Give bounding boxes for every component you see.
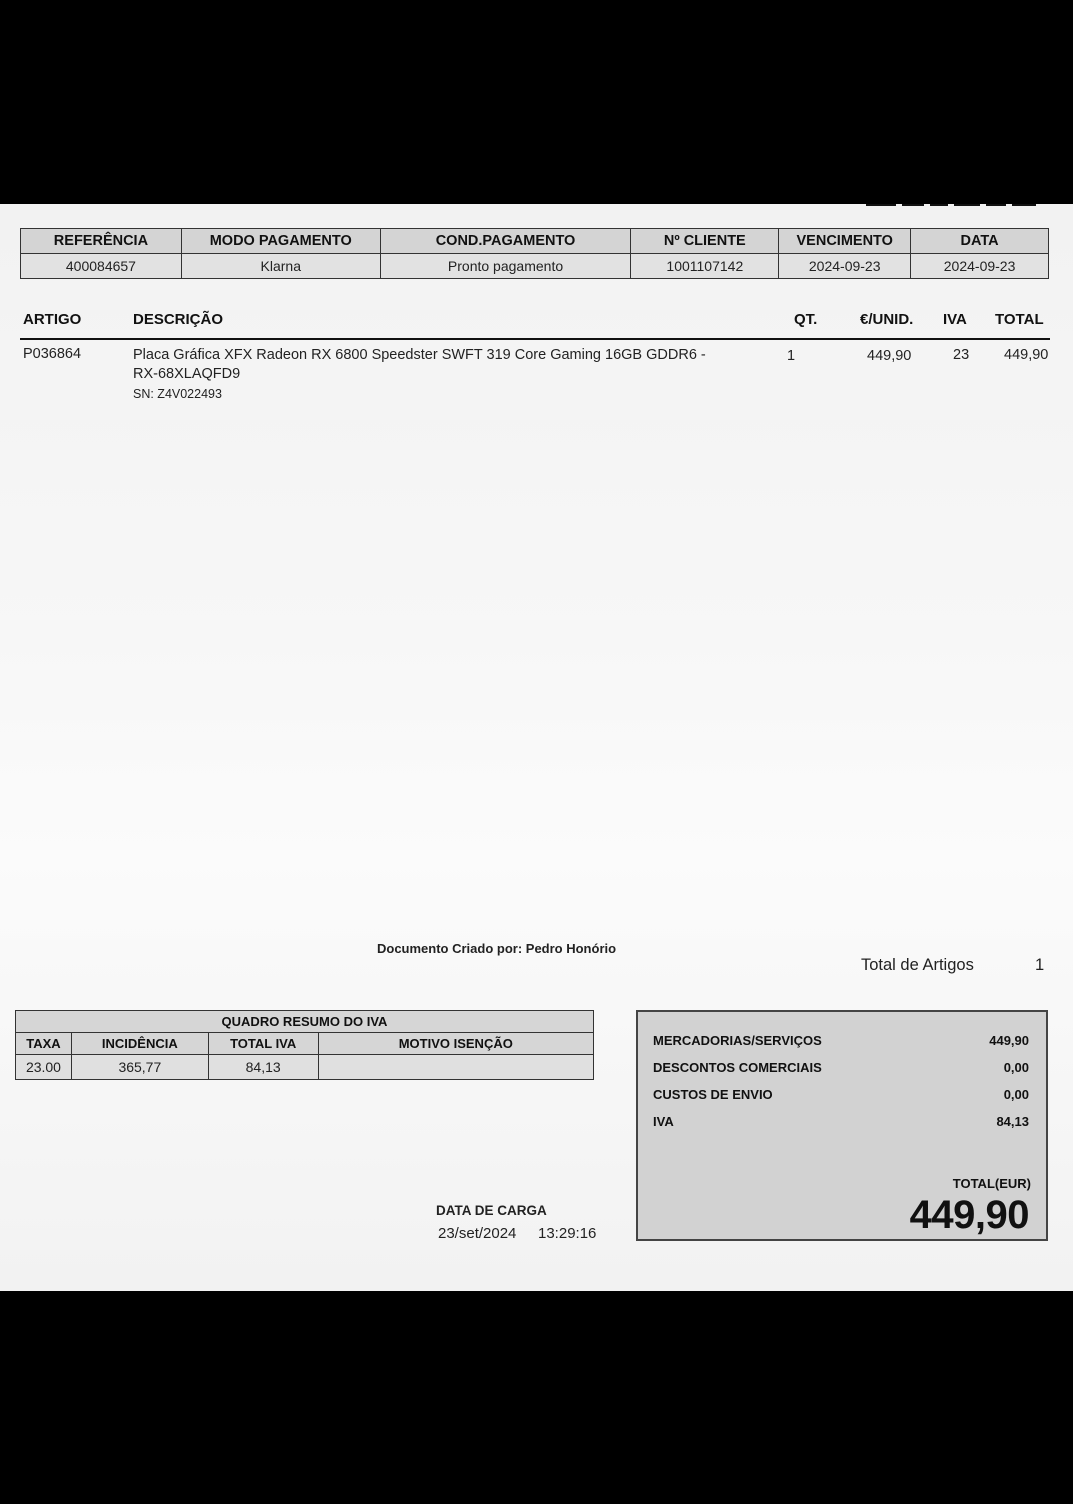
header-val-n-cliente: 1001107142 — [631, 254, 779, 279]
totals-label-mercadorias: MERCADORIAS/SERVIÇOS — [653, 1033, 822, 1048]
totals-value-envio: 0,00 — [1003, 1087, 1029, 1102]
item-artigo: P036864 — [23, 346, 82, 362]
items-table-header — [20, 304, 1050, 340]
header-val-vencimento: 2024-09-23 — [779, 254, 911, 279]
iva-summary-table — [15, 1010, 594, 1080]
header-col-vencimento: VENCIMENTO — [779, 229, 911, 254]
items-col-descricao: DESCRIÇÃO — [133, 311, 224, 328]
totals-label-iva: IVA — [653, 1114, 674, 1129]
item-iva: 23 — [953, 347, 970, 363]
header-val-referencia: 400084657 — [21, 254, 182, 279]
item-descricao-line1: Placa Gráfica XFX Radeon RX 6800 Speedster SWFT 319 Core Gaming 16GB GDDR6 - — [133, 347, 706, 363]
iva-val-taxa: 23.00 — [16, 1055, 72, 1080]
grand-total-value: 449,90 — [909, 1193, 1029, 1237]
header-col-cond-pagamento: COND.PAGAMENTO — [380, 229, 631, 254]
items-col-iva: IVA — [943, 311, 967, 328]
item-serial-number: SN: Z4V022493 — [133, 387, 222, 401]
iva-val-incidencia: 365,77 — [71, 1055, 208, 1080]
iva-col-motivo-isencao: MOTIVO ISENÇÃO — [318, 1033, 593, 1055]
header-col-modo-pagamento: MODO PAGAMENTO — [181, 229, 380, 254]
items-col-unit: €/UNID. — [860, 311, 914, 328]
created-by: Documento Criado por: Pedro Honório — [377, 941, 617, 956]
items-col-qt: QT. — [794, 311, 818, 328]
header-val-modo-pagamento: Klarna — [181, 254, 380, 279]
totals-value-iva: 84,13 — [996, 1114, 1029, 1129]
totals-box — [636, 1010, 1048, 1241]
totals-label-envio: CUSTOS DE ENVIO — [653, 1087, 773, 1102]
logo-fragment — [866, 204, 1038, 212]
header-val-data: 2024-09-23 — [911, 254, 1049, 279]
items-col-artigo: ARTIGO — [23, 311, 82, 328]
totals-value-descontos: 0,00 — [1003, 1060, 1029, 1075]
header-col-data: DATA — [911, 229, 1049, 254]
iva-col-incidencia: INCIDÊNCIA — [71, 1033, 208, 1055]
data-carga-time: 13:29:16 — [538, 1225, 597, 1242]
item-descricao-line2: RX-68XLAQFD9 — [133, 366, 241, 382]
header-values-row — [21, 254, 1049, 279]
total-artigos-value: 1 — [1035, 956, 1045, 974]
header-labels-row — [21, 229, 1049, 254]
item-qt: 1 — [787, 348, 796, 364]
item-unit-price: 449,90 — [867, 348, 912, 364]
invoice-header-table — [20, 228, 1049, 279]
items-col-total: TOTAL — [995, 311, 1044, 328]
header-col-n-cliente: Nº CLIENTE — [631, 229, 779, 254]
iva-summary-title: QUADRO RESUMO DO IVA — [16, 1011, 594, 1033]
totals-label-descontos: DESCONTOS COMERCIAIS — [653, 1060, 822, 1075]
invoice-page — [0, 204, 1073, 1291]
grand-total-label: TOTAL(EUR) — [952, 1176, 1031, 1191]
item-total: 449,90 — [1004, 347, 1049, 363]
data-carga-label: DATA DE CARGA — [436, 1203, 547, 1218]
header-col-referencia: REFERÊNCIA — [21, 229, 182, 254]
iva-col-taxa: TAXA — [16, 1033, 72, 1055]
iva-col-total-iva: TOTAL IVA — [208, 1033, 318, 1055]
iva-val-total-iva: 84,13 — [208, 1055, 318, 1080]
total-artigos-label: Total de Artigos — [861, 956, 974, 974]
totals-value-mercadorias: 449,90 — [989, 1033, 1029, 1048]
header-val-cond-pagamento: Pronto pagamento — [380, 254, 631, 279]
data-carga-date: 23/set/2024 — [438, 1225, 517, 1242]
iva-val-motivo-isencao — [318, 1055, 593, 1080]
